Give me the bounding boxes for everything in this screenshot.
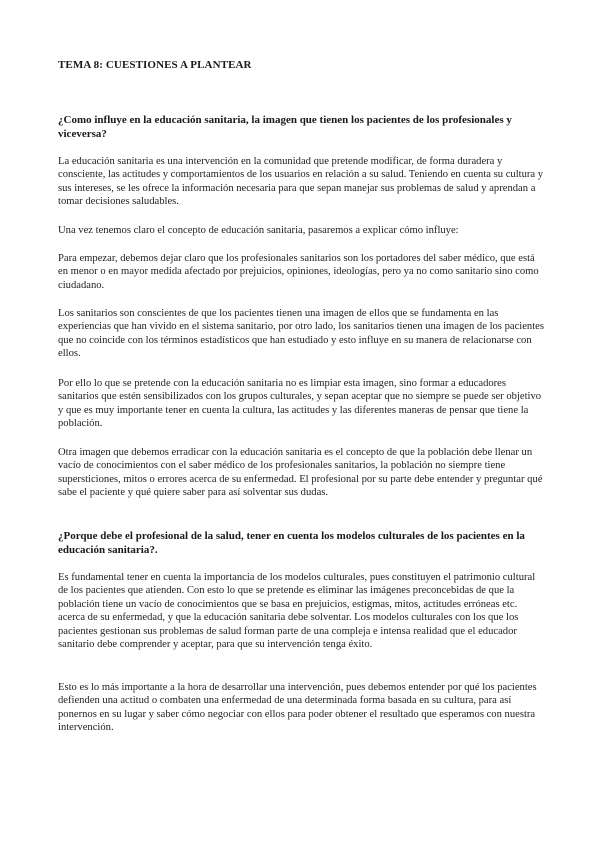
paragraph-8: Esto es lo más importante a la hora de desarrollar una intervención, pues debemos entender por qué los pacientes defienden una actitud o combaten una enfermedad de una determinada forma basada en su cultura, para así ponernos en su lugar y saber cómo negociar con ellos para poder obtener el resultado que esperamos con nuestra intervención. [58, 682, 537, 734]
paragraph-7: Es fundamental tener en cuenta la importancia de los modelos culturales, pues constituyen el patrimonio cultural de los pacientes que atienden. Con esto lo que se pretende es eliminar las imágenes preconcebidas de que la población tiene un vacío de conocimientos que se basa en prejuicios, estigmas, mitos, actitudes erróneas etc. acerca de su enfermedad, y que la educación sanitaria debe solventar. Los modelos culturales con los que los pacientes gestionan sus problemas de salud forman parte de una compleja e intensa realidad que el educador sanitario debe comprender y aceptar, para que su intervención tenga éxito. [58, 572, 536, 651]
question-2-heading: ¿Porque debe el profesional de la salud, tener en cuenta los modelos culturales de los pacientes en la educación sanitaria?. [58, 530, 525, 556]
question-1-heading: ¿Como influye en la educación sanitaria, la imagen que tienen los pacientes de los profesionales y viceversa? [58, 114, 512, 140]
paragraph-2: Una vez tenemos claro el concepto de educación sanitaria, pasaremos a explicar cómo influye: [58, 225, 459, 236]
document-title: TEMA 8: CUESTIONES A PLANTEAR [58, 59, 252, 71]
paragraph-6: Otra imagen que debemos erradicar con la educación sanitaria es el concepto de que la población debe llenar un vacío de conocimientos con el saber médico de los profesionales sanitarios, la población no siempre tiene supersticiones, mitos o errores acerca de su enfermedad. El profesional por su parte debe entender y preguntar qué sabe el paciente y qué quiere saber para así solventar sus dudas. [58, 447, 543, 499]
paragraph-4: Los sanitarios son conscientes de que los pacientes tienen una imagen de ellos que se fundamenta en las experiencias que han vivido en el sistema sanitario, por otro lado, los sanitarios tienen una imagen de los pacientes que no coincide con los términos estadísticos que han estudiado y esto influye en su manera de relacionarse con ellos. [58, 308, 544, 360]
paragraph-5: Por ello lo que se pretende con la educación sanitaria no es limpiar esta imagen, sino formar a educadores sanitarios que estén sensibilizados con los grupos culturales, y sepan aceptar que no siempre se puede ser objetivo y que es muy importante tener en cuenta la cultura, las actitudes y las diferentes maneras de pensar que tiene la población. [58, 378, 542, 430]
paragraph-3: Para empezar, debemos dejar claro que los profesionales sanitarios son los portadores del saber médico, que está en menor o en mayor medida afectado por prejuicios, opiniones, ideologías, pero ya no como sanitario sino como ciudadano. [58, 253, 539, 291]
paragraph-1: La educación sanitaria es una intervención en la comunidad que pretende modificar, de forma duradera y consciente, las actitudes y comportamientos de los usuarios en relación a su salud. Teniendo en cuenta su cultura y sus intereses, se les ofrece la información necesaria para que sepan manejar sus problemas de salud y aprendan a tomar decisiones saludables. [58, 156, 544, 208]
